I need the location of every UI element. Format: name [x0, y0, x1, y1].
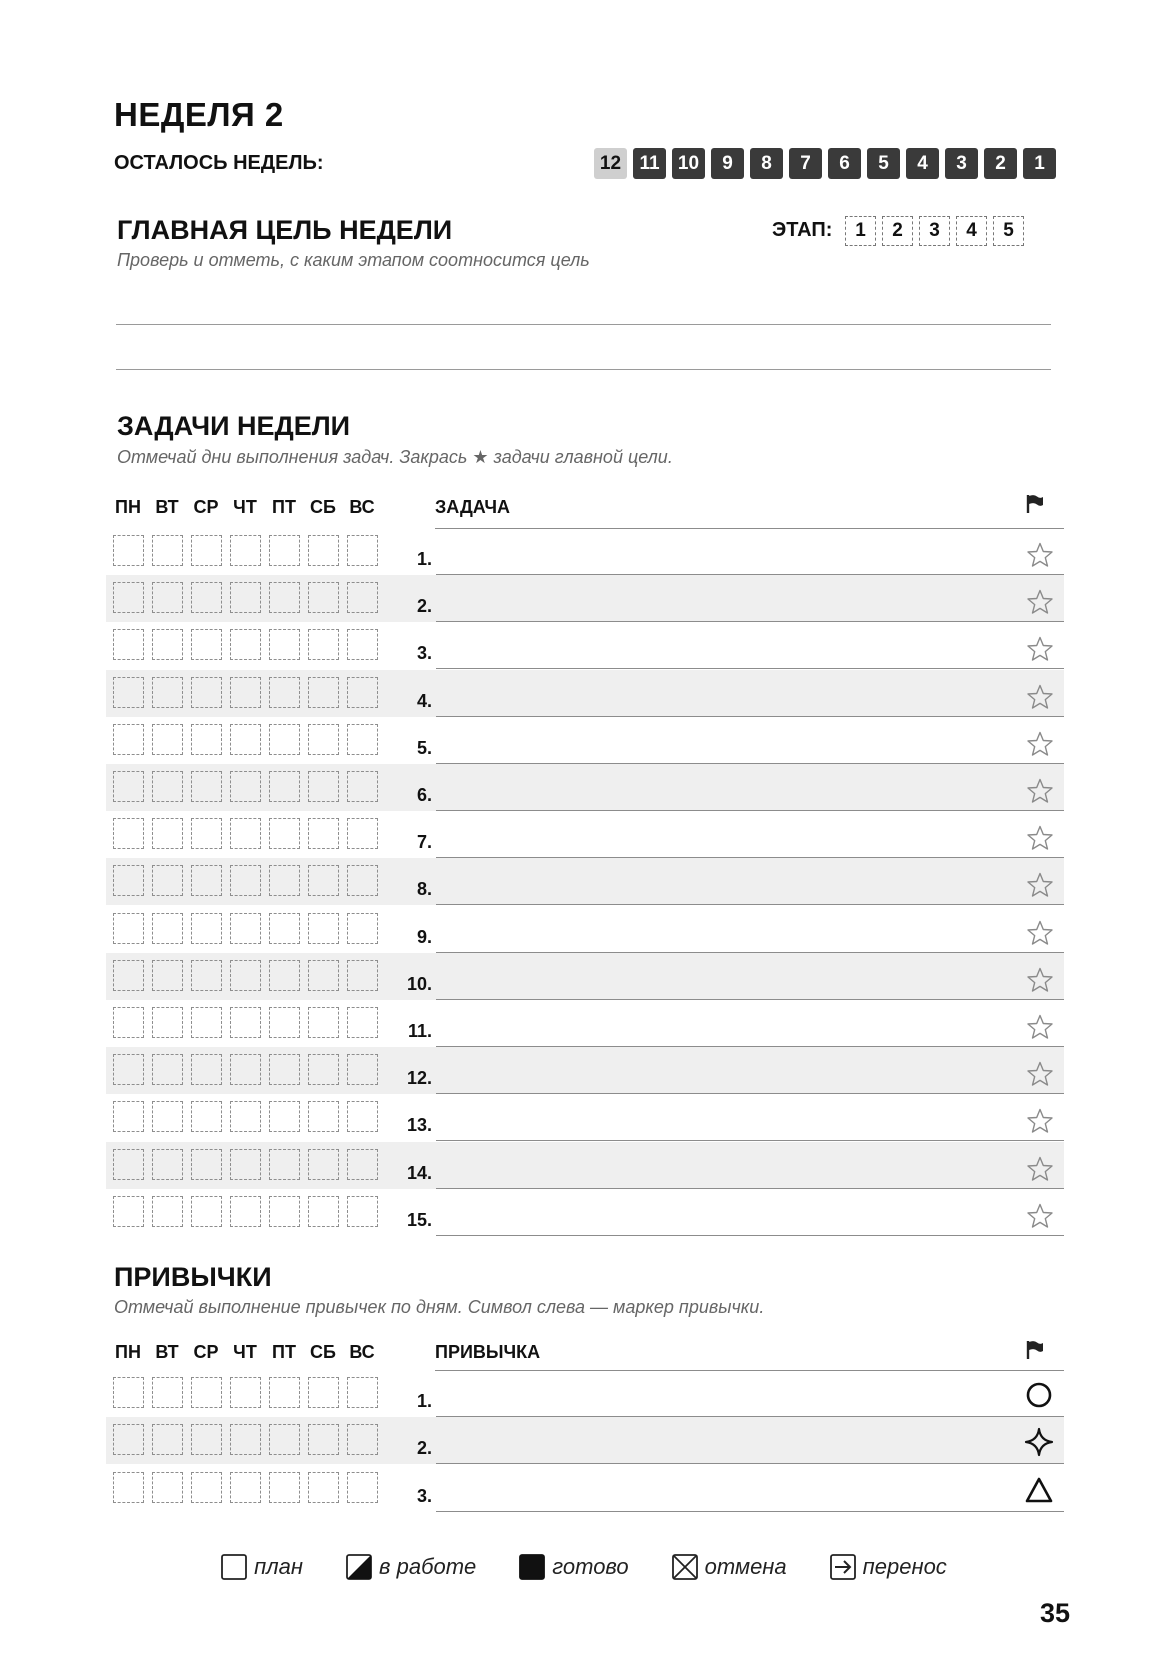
- habit-day-checkbox-6[interactable]: [347, 1472, 378, 1503]
- task-day-checkbox-5[interactable]: [308, 1054, 339, 1085]
- habit-day-checkbox-5[interactable]: [308, 1472, 339, 1503]
- week-box-10[interactable]: 10: [672, 148, 705, 179]
- task-day-checkbox-4[interactable]: [269, 1054, 300, 1085]
- task-day-checkbox-1[interactable]: [152, 582, 183, 613]
- task-row: [106, 528, 1064, 575]
- task-day-checkbox-1[interactable]: [152, 1101, 183, 1132]
- task-day-checkbox-0[interactable]: [113, 1149, 144, 1180]
- day-header-1: ВТ: [155, 1342, 179, 1362]
- task-day-checkbox-3[interactable]: [230, 1007, 261, 1038]
- task-day-checkbox-1[interactable]: [152, 818, 183, 849]
- tasks-day-headers: [0, 497, 1167, 521]
- task-day-checkbox-6[interactable]: [347, 865, 378, 896]
- day-header-6: ВС: [349, 1342, 375, 1362]
- habit-row: [106, 1370, 1064, 1417]
- arrow-box-icon: [829, 1553, 857, 1581]
- task-number: 3.: [416, 643, 432, 664]
- habits-section-title: ПРИВЫЧКИ: [114, 1262, 272, 1292]
- task-row: [106, 1047, 1064, 1094]
- star-outline-icon[interactable]: [1026, 683, 1054, 711]
- task-day-checkbox-0[interactable]: [113, 535, 144, 566]
- task-number: 11.: [407, 1021, 432, 1041]
- task-day-checkbox-5[interactable]: [308, 1007, 339, 1038]
- task-number: 14.: [406, 1162, 432, 1183]
- task-day-checkbox-5[interactable]: [308, 1196, 339, 1227]
- task-day-checkbox-0[interactable]: [113, 913, 144, 944]
- task-row: [106, 953, 1064, 1000]
- task-day-checkbox-1[interactable]: [152, 724, 183, 755]
- legend-label: перенос: [862, 1554, 947, 1579]
- task-day-checkbox-2[interactable]: [191, 771, 222, 802]
- task-number: 7.: [416, 832, 432, 853]
- habit-day-checkbox-4[interactable]: [269, 1424, 300, 1455]
- habit-day-checkbox-1[interactable]: [152, 1424, 183, 1455]
- week-box-12[interactable]: 12: [594, 148, 627, 179]
- tasks-hint: Отмечай дни выполнения задач. Закрась ★ задачи главной цели.: [117, 447, 673, 467]
- task-day-checkbox-0[interactable]: [113, 818, 144, 849]
- task-day-checkbox-4[interactable]: [269, 1101, 300, 1132]
- habit-row: [106, 1465, 1064, 1512]
- triangle-icon: [1024, 1475, 1054, 1505]
- star-outline-icon[interactable]: [1026, 777, 1054, 805]
- habit-day-checkbox-4[interactable]: [269, 1472, 300, 1503]
- task-day-checkbox-1[interactable]: [152, 1007, 183, 1038]
- task-day-checkbox-1[interactable]: [152, 865, 183, 896]
- habit-day-checkbox-0[interactable]: [113, 1377, 144, 1408]
- task-row: [106, 1142, 1064, 1189]
- legend-item-0: [220, 1553, 303, 1581]
- task-day-checkbox-0[interactable]: [113, 629, 144, 660]
- day-header-4: ПТ: [272, 1342, 296, 1362]
- week-box-11[interactable]: 11: [633, 148, 666, 179]
- task-day-checkbox-3[interactable]: [230, 865, 261, 896]
- stage-box-3[interactable]: 3: [919, 216, 950, 246]
- day-header-6: ВС: [349, 497, 375, 517]
- tasks-section-title: ЗАДАЧИ НЕДЕЛИ: [117, 411, 351, 441]
- task-day-checkbox-2[interactable]: [191, 865, 222, 896]
- task-day-checkbox-0[interactable]: [113, 1054, 144, 1085]
- task-day-checkbox-1[interactable]: [152, 535, 183, 566]
- weeks-left-label: ОСТАЛОСЬ НЕДЕЛЬ:: [114, 152, 324, 174]
- habit-day-checkbox-3[interactable]: [230, 1377, 261, 1408]
- task-day-checkbox-6[interactable]: [347, 677, 378, 708]
- goal-line-2[interactable]: [116, 369, 1051, 370]
- stage-label: ЭТАП:: [772, 219, 833, 241]
- task-day-checkbox-0[interactable]: [113, 865, 144, 896]
- star-outline-icon[interactable]: [1026, 871, 1054, 899]
- task-row: [106, 1000, 1064, 1047]
- star-outline-icon[interactable]: [1026, 541, 1054, 569]
- legend-label: отмена: [704, 1554, 787, 1579]
- habit-day-checkbox-1[interactable]: [152, 1377, 183, 1408]
- task-day-checkbox-5[interactable]: [308, 724, 339, 755]
- tasks-column-label: ЗАДАЧА: [435, 497, 511, 517]
- day-header-1: ВТ: [155, 497, 179, 517]
- task-day-checkbox-4[interactable]: [269, 960, 300, 991]
- stage-selector: [845, 216, 1024, 246]
- task-number: 6.: [416, 785, 432, 805]
- habit-line[interactable]: [436, 1511, 1064, 1512]
- goal-line-1[interactable]: [116, 324, 1051, 325]
- half-filled-box-icon: [345, 1553, 373, 1581]
- task-day-checkbox-3[interactable]: [230, 582, 261, 613]
- task-day-checkbox-1[interactable]: [152, 1149, 183, 1180]
- legend-item-4: [829, 1553, 947, 1581]
- task-day-checkbox-2[interactable]: [191, 1007, 222, 1038]
- task-day-checkbox-2[interactable]: [191, 818, 222, 849]
- habit-day-checkbox-6[interactable]: [347, 1424, 378, 1455]
- star-outline-icon[interactable]: [1026, 1013, 1054, 1041]
- task-number: 13.: [406, 1115, 432, 1136]
- task-day-checkbox-4[interactable]: [269, 1196, 300, 1227]
- task-row: [106, 1189, 1064, 1236]
- task-day-checkbox-2[interactable]: [191, 629, 222, 660]
- task-day-checkbox-0[interactable]: [113, 960, 144, 991]
- star-outline-icon[interactable]: [1026, 824, 1054, 852]
- task-day-checkbox-5[interactable]: [308, 629, 339, 660]
- task-row: [106, 1094, 1064, 1141]
- task-day-checkbox-4[interactable]: [269, 1007, 300, 1038]
- task-day-checkbox-1[interactable]: [152, 913, 183, 944]
- habits-column-label: ПРИВЫЧКА: [435, 1342, 541, 1362]
- goal-hint: Проверь и отметь, с каким этапом соотносится цель: [117, 250, 590, 270]
- day-header-2: СР: [193, 1342, 219, 1362]
- task-day-checkbox-5[interactable]: [308, 677, 339, 708]
- task-day-checkbox-6[interactable]: [347, 1101, 378, 1132]
- task-day-checkbox-2[interactable]: [191, 535, 222, 566]
- task-day-checkbox-5[interactable]: [308, 582, 339, 613]
- habit-number: 1.: [416, 1391, 432, 1411]
- habit-day-checkbox-5[interactable]: [308, 1424, 339, 1455]
- task-row: [106, 575, 1064, 622]
- task-day-checkbox-5[interactable]: [308, 865, 339, 896]
- week-box-3[interactable]: 3: [945, 148, 978, 179]
- legend-item-1: [345, 1553, 476, 1581]
- stage-box-1[interactable]: 1: [845, 216, 876, 246]
- task-day-checkbox-0[interactable]: [113, 1101, 144, 1132]
- task-day-checkbox-2[interactable]: [191, 582, 222, 613]
- task-day-checkbox-4[interactable]: [269, 535, 300, 566]
- habit-day-checkbox-0[interactable]: [113, 1472, 144, 1503]
- star-outline-icon[interactable]: [1026, 730, 1054, 758]
- habit-day-checkbox-2[interactable]: [191, 1424, 222, 1455]
- crossed-box-icon: [671, 1553, 699, 1581]
- task-day-checkbox-0[interactable]: [113, 1007, 144, 1038]
- status-legend: [0, 1553, 1167, 1581]
- task-day-checkbox-0[interactable]: [113, 582, 144, 613]
- task-day-checkbox-3[interactable]: [230, 960, 261, 991]
- page-title: НЕДЕЛЯ 2: [114, 96, 284, 133]
- week-box-2[interactable]: 2: [984, 148, 1017, 179]
- task-day-checkbox-0[interactable]: [113, 771, 144, 802]
- week-box-5[interactable]: 5: [867, 148, 900, 179]
- day-header-4: ПТ: [272, 497, 296, 517]
- empty-box-icon: [220, 1553, 248, 1581]
- task-day-checkbox-5[interactable]: [308, 913, 339, 944]
- stage-box-2[interactable]: 2: [882, 216, 913, 246]
- task-day-checkbox-2[interactable]: [191, 1101, 222, 1132]
- task-day-checkbox-3[interactable]: [230, 535, 261, 566]
- task-day-checkbox-3[interactable]: [230, 629, 261, 660]
- circle-icon: [1024, 1380, 1054, 1410]
- task-day-checkbox-2[interactable]: [191, 677, 222, 708]
- day-header-3: ЧТ: [233, 1342, 257, 1362]
- task-row: [106, 811, 1064, 858]
- task-day-checkbox-6[interactable]: [347, 1149, 378, 1180]
- task-day-checkbox-4[interactable]: [269, 677, 300, 708]
- legend-label: план: [254, 1554, 304, 1579]
- task-day-checkbox-5[interactable]: [308, 818, 339, 849]
- goal-section-title: ГЛАВНАЯ ЦЕЛЬ НЕДЕЛИ: [117, 215, 453, 245]
- task-day-checkbox-4[interactable]: [269, 582, 300, 613]
- habit-row: [106, 1417, 1064, 1464]
- task-row: [106, 622, 1064, 669]
- task-day-checkbox-3[interactable]: [230, 1054, 261, 1085]
- task-day-checkbox-3[interactable]: [230, 724, 261, 755]
- legend-label: готово: [552, 1554, 629, 1579]
- task-day-checkbox-3[interactable]: [230, 1101, 261, 1132]
- task-number: 15.: [406, 1209, 432, 1230]
- task-row: [106, 717, 1064, 764]
- legend-item-2: [518, 1553, 628, 1581]
- day-header-0: ПН: [115, 1342, 141, 1362]
- habit-day-checkbox-3[interactable]: [230, 1472, 261, 1503]
- task-day-checkbox-4[interactable]: [269, 629, 300, 660]
- star-outline-icon[interactable]: [1026, 966, 1054, 994]
- flag-icon: [1024, 493, 1046, 515]
- star-outline-icon[interactable]: [1026, 588, 1054, 616]
- task-number: 2.: [416, 596, 432, 617]
- task-number: 12.: [406, 1068, 432, 1089]
- task-day-checkbox-3[interactable]: [230, 1149, 261, 1180]
- task-row: [106, 764, 1064, 811]
- weeks-left-counter: [594, 148, 1056, 179]
- filled-box-icon: [518, 1553, 546, 1581]
- task-day-checkbox-5[interactable]: [308, 960, 339, 991]
- task-day-checkbox-2[interactable]: [191, 960, 222, 991]
- task-number: 8.: [416, 879, 432, 900]
- task-day-checkbox-1[interactable]: [152, 771, 183, 802]
- star-outline-icon[interactable]: [1026, 1202, 1054, 1230]
- day-header-2: СР: [193, 497, 219, 517]
- habit-day-checkbox-3[interactable]: [230, 1424, 261, 1455]
- task-day-checkbox-1[interactable]: [152, 1054, 183, 1085]
- task-day-checkbox-3[interactable]: [230, 771, 261, 802]
- star-outline-icon[interactable]: [1026, 1107, 1054, 1135]
- stage-box-4[interactable]: 4: [956, 216, 987, 246]
- habit-day-checkbox-0[interactable]: [113, 1424, 144, 1455]
- task-day-checkbox-4[interactable]: [269, 865, 300, 896]
- task-day-checkbox-4[interactable]: [269, 818, 300, 849]
- task-day-checkbox-3[interactable]: [230, 913, 261, 944]
- star-outline-icon[interactable]: [1026, 1155, 1054, 1183]
- day-header-5: СБ: [310, 497, 336, 517]
- week-box-1[interactable]: 1: [1023, 148, 1056, 179]
- habit-number: 3.: [416, 1485, 432, 1506]
- week-box-6[interactable]: 6: [828, 148, 861, 179]
- task-day-checkbox-4[interactable]: [269, 913, 300, 944]
- habit-day-checkbox-6[interactable]: [347, 1377, 378, 1408]
- week-box-8[interactable]: 8: [750, 148, 783, 179]
- habits-day-headers: [0, 1342, 1167, 1366]
- task-day-checkbox-1[interactable]: [152, 960, 183, 991]
- stage-box-5[interactable]: 5: [993, 216, 1024, 246]
- task-day-checkbox-5[interactable]: [308, 771, 339, 802]
- day-header-5: СБ: [310, 1342, 336, 1362]
- task-number: 1.: [416, 549, 432, 569]
- task-day-checkbox-6[interactable]: [347, 1054, 378, 1085]
- habits-hint: Отмечай выполнение привычек по дням. Символ слева — маркер привычки.: [114, 1297, 765, 1317]
- star-outline-icon[interactable]: [1026, 1060, 1054, 1088]
- habit-day-checkbox-1[interactable]: [152, 1472, 183, 1503]
- task-day-checkbox-0[interactable]: [113, 724, 144, 755]
- task-day-checkbox-6[interactable]: [347, 771, 378, 802]
- star-outline-icon[interactable]: [1026, 919, 1054, 947]
- task-day-checkbox-2[interactable]: [191, 1196, 222, 1227]
- task-row: [106, 906, 1064, 953]
- week-box-9[interactable]: 9: [711, 148, 744, 179]
- task-day-checkbox-6[interactable]: [347, 535, 378, 566]
- task-day-checkbox-1[interactable]: [152, 1196, 183, 1227]
- task-row: [106, 670, 1064, 717]
- task-day-checkbox-6[interactable]: [347, 629, 378, 660]
- task-day-checkbox-5[interactable]: [308, 535, 339, 566]
- task-day-checkbox-4[interactable]: [269, 1149, 300, 1180]
- task-line[interactable]: [436, 1235, 1064, 1236]
- task-number: 4.: [416, 690, 432, 711]
- flag-icon: [1024, 1339, 1046, 1361]
- task-day-checkbox-3[interactable]: [230, 818, 261, 849]
- task-number: 10.: [406, 973, 432, 994]
- day-header-0: ПН: [115, 497, 141, 517]
- habit-day-checkbox-4[interactable]: [269, 1377, 300, 1408]
- task-day-checkbox-1[interactable]: [152, 629, 183, 660]
- task-day-checkbox-2[interactable]: [191, 1149, 222, 1180]
- legend-label: в работе: [379, 1554, 477, 1579]
- habit-number: 2.: [416, 1438, 432, 1459]
- task-day-checkbox-0[interactable]: [113, 1196, 144, 1227]
- task-day-checkbox-4[interactable]: [269, 724, 300, 755]
- task-day-checkbox-5[interactable]: [308, 1149, 339, 1180]
- task-day-checkbox-0[interactable]: [113, 677, 144, 708]
- page-number: 35: [1040, 1598, 1071, 1628]
- task-day-checkbox-2[interactable]: [191, 724, 222, 755]
- task-day-checkbox-6[interactable]: [347, 1196, 378, 1227]
- task-number: 9.: [416, 926, 432, 947]
- sparkle-icon: [1024, 1427, 1054, 1457]
- task-day-checkbox-5[interactable]: [308, 1101, 339, 1132]
- habit-day-checkbox-2[interactable]: [191, 1377, 222, 1408]
- task-day-checkbox-2[interactable]: [191, 913, 222, 944]
- week-box-4[interactable]: 4: [906, 148, 939, 179]
- task-day-checkbox-6[interactable]: [347, 724, 378, 755]
- task-day-checkbox-3[interactable]: [230, 677, 261, 708]
- task-row: [106, 858, 1064, 905]
- task-day-checkbox-2[interactable]: [191, 1054, 222, 1085]
- star-outline-icon[interactable]: [1026, 635, 1054, 663]
- task-day-checkbox-6[interactable]: [347, 582, 378, 613]
- legend-item-3: [671, 1553, 787, 1581]
- day-header-3: ЧТ: [233, 497, 257, 517]
- week-box-7[interactable]: 7: [789, 148, 822, 179]
- task-day-checkbox-6[interactable]: [347, 1007, 378, 1038]
- task-number: 5.: [416, 737, 432, 758]
- task-day-checkbox-6[interactable]: [347, 818, 378, 849]
- habit-day-checkbox-2[interactable]: [191, 1472, 222, 1503]
- task-day-checkbox-3[interactable]: [230, 1196, 261, 1227]
- task-day-checkbox-6[interactable]: [347, 913, 378, 944]
- habit-day-checkbox-5[interactable]: [308, 1377, 339, 1408]
- task-day-checkbox-4[interactable]: [269, 771, 300, 802]
- task-day-checkbox-1[interactable]: [152, 677, 183, 708]
- task-day-checkbox-6[interactable]: [347, 960, 378, 991]
